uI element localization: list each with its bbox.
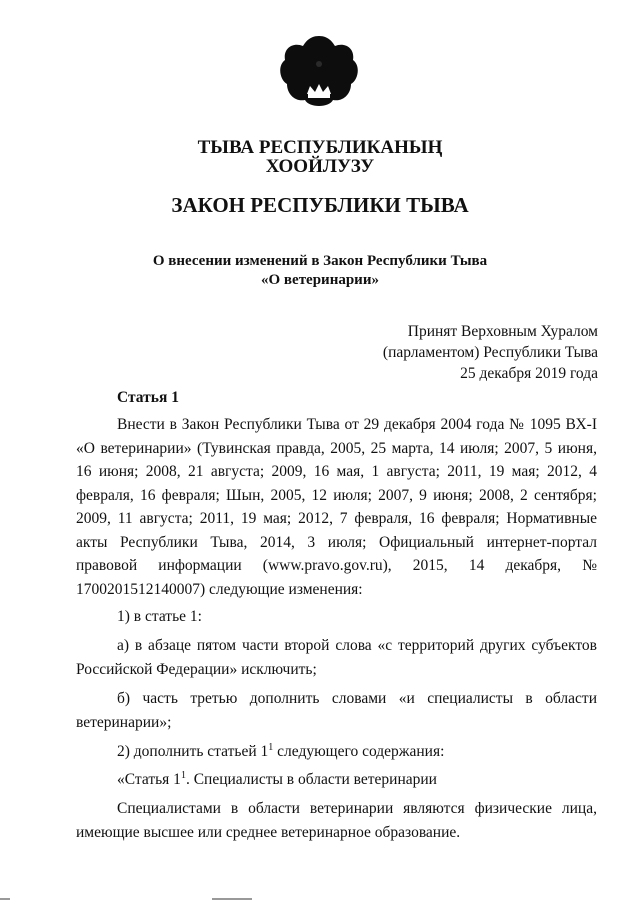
adoption-date: 25 декабря 2019 года [460, 365, 598, 382]
new-article-title-tail: . Специалисты в области ветеринарии [185, 771, 437, 788]
republic-name-line2: ХООЙЛУЗУ [265, 156, 375, 177]
amendment-item-1a: а) в абзаце пятом части второй слова «с территорий других субъектов Российской Федерации» исключить; [76, 636, 597, 678]
new-article-title-text: «Статья 1 [117, 771, 181, 788]
law-subject-line1: О внесении изменений в Закон Республики Тыва [152, 253, 488, 269]
article-body [76, 413, 597, 846]
law-title: ЗАКОН РЕСПУБЛИКИ ТЫВА [171, 193, 469, 217]
new-article-title-superscript: 1 [180, 770, 186, 781]
adoption-line1: Принят Верховным Хуралом [407, 323, 598, 340]
article-intro: Внести в Закон Республики Тыва от 29 декабря 2004 года № 1095 ВХ-I «О ветеринарии» (Тувинская правда, 2005, 25 марта, 14 июля; 2007, 5 июня, 16 июня; 2008, 21 августа; 2009, 16 мая, 1 августа; 2011, 19 мая; 2012, 4 февраля, 16 февраля; Шын, 2005, 12 июля; 2007, 9 июня; 2008, 2 сентября; 2009, 11 августа; 2011, 19 мая; 2012, 7 февраля, 16 февраля; Нормативные акты Республики Тыва, 2014, 3 июля; Официальный интернет-портал правовой информации (www.pravo.gov.ru), 2015, 14 декабря, № 1700201512140007) следующие изменения: [76, 416, 597, 598]
adoption-note [383, 321, 598, 384]
amendment-item-1b: б) часть третью дополнить словами «и специалисты в области ветеринарии»; [76, 689, 597, 731]
adoption-line2: (парламентом) Республики Тыва [382, 344, 598, 361]
republic-name-line1: ТЫВА РЕСПУБЛИКАНЫҢ [197, 137, 443, 158]
amendment-item-1: 1) в статье 1: [117, 608, 202, 625]
law-subject-line2: «О ветеринарии» [261, 272, 379, 288]
scan-edge-mark-center [212, 898, 252, 900]
amendment-item-2-text: 2) дополнить статьей 1 [117, 742, 269, 760]
amendment-item-2-superscript: 1 [268, 741, 274, 753]
amendment-item-2-tail: следующего содержания: [273, 742, 445, 760]
tuva-emblem-icon [279, 34, 359, 114]
amendment-item-2 [76, 740, 597, 765]
new-article-title [76, 768, 597, 793]
article-heading: Статья 1 [117, 389, 179, 406]
scan-edge-mark-left [0, 898, 10, 900]
new-article-definition: Специалистами в области ветеринарии являются физические лица, имеющие высшее или среднее ветеринарное образование. [76, 799, 597, 841]
